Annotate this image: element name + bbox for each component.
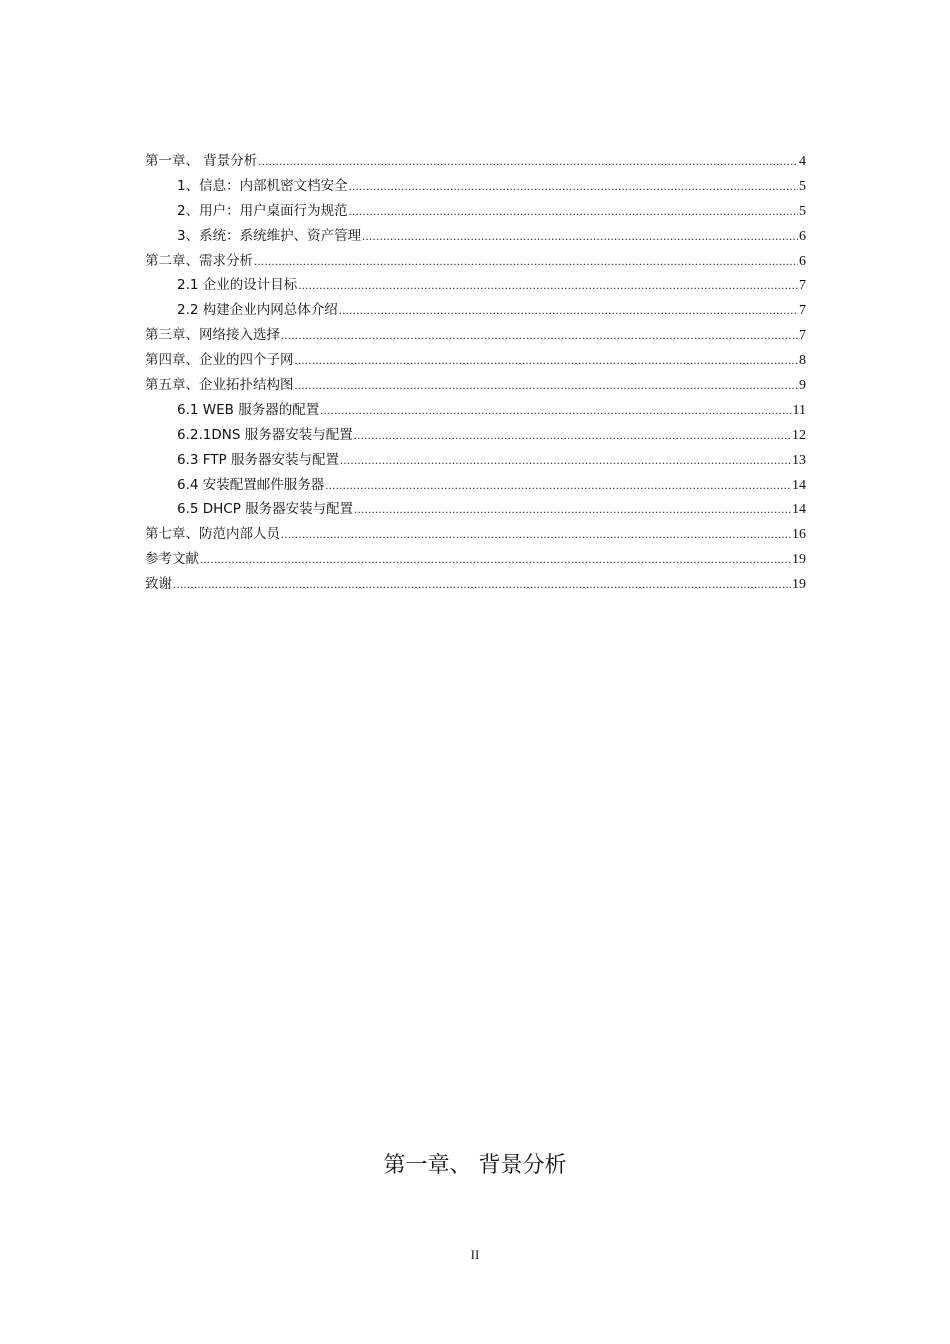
toc-entry-page: 5 <box>799 203 806 219</box>
toc-entry-title: 第三章、网络接入选择 <box>145 327 280 344</box>
toc-entry-page: 12 <box>792 427 806 443</box>
toc-entry[interactable] <box>145 497 806 522</box>
toc-leader-dots <box>258 149 798 174</box>
toc-entry[interactable] <box>145 149 806 174</box>
toc-entry-page: 4 <box>799 154 806 169</box>
toc-leader-dots <box>320 398 791 423</box>
toc-entry-title: 1、信息：内部机密文档安全 <box>177 177 348 194</box>
toc-entry-page: 9 <box>799 378 806 394</box>
toc-entry[interactable] <box>145 473 806 498</box>
toc-entry-page: 7 <box>799 278 806 294</box>
toc-entry[interactable] <box>145 572 806 597</box>
toc-entry-page: 14 <box>792 477 806 493</box>
toc-entry-title: 6.5 DHCP 服务器安装与配置 <box>177 501 354 518</box>
toc-entry[interactable] <box>145 199 806 224</box>
toc-entry[interactable] <box>145 547 806 572</box>
toc-entry-page: 19 <box>792 577 806 593</box>
toc-entry-title: 第五章、企业拓扑结构图 <box>145 377 294 394</box>
toc-entry-title: 2.1 企业的设计目标 <box>177 277 298 294</box>
toc-leader-dots <box>354 423 791 448</box>
toc-entry-title: 6.1 WEB 服务器的配置 <box>177 401 320 418</box>
toc-entry-page: 5 <box>799 178 806 194</box>
toc-entry-title: 6.4 安装配置邮件服务器 <box>177 476 325 493</box>
toc-entry[interactable] <box>145 273 806 298</box>
table-of-contents <box>145 149 806 597</box>
toc-entry[interactable] <box>145 373 806 398</box>
toc-entry[interactable] <box>145 448 806 473</box>
toc-entry[interactable] <box>145 298 806 323</box>
toc-entry-title: 第二章、需求分析 <box>145 252 253 269</box>
toc-leader-dots <box>281 323 798 348</box>
toc-entry-page: 13 <box>792 452 806 468</box>
toc-entry-title: 致谢 <box>145 576 172 593</box>
toc-leader-dots <box>295 373 799 398</box>
toc-entry[interactable] <box>145 249 806 274</box>
toc-entry[interactable] <box>145 348 806 373</box>
toc-entry[interactable] <box>145 224 806 249</box>
toc-entry-title: 6.3 FTP 服务器安装与配置 <box>177 451 339 468</box>
toc-leader-dots <box>349 174 798 199</box>
toc-entry-page: 16 <box>792 527 806 543</box>
toc-entry-page: 6 <box>799 228 806 244</box>
toc-leader-dots <box>200 547 791 572</box>
toc-entry[interactable] <box>145 398 806 423</box>
toc-leader-dots <box>362 224 798 249</box>
toc-leader-dots <box>354 497 791 522</box>
toc-leader-dots <box>325 473 791 498</box>
toc-entry-title: 第一章、 背景分析 <box>145 153 258 169</box>
toc-leader-dots <box>281 522 791 547</box>
page-number: II <box>470 1247 480 1262</box>
toc-leader-dots <box>339 298 798 323</box>
toc-entry-title: 2、用户：用户桌面行为规范 <box>177 202 348 219</box>
toc-leader-dots <box>295 348 799 373</box>
toc-leader-dots <box>298 273 798 298</box>
toc-entry[interactable] <box>145 423 806 448</box>
toc-entry[interactable] <box>145 323 806 348</box>
toc-leader-dots <box>173 572 791 597</box>
toc-entry-page: 7 <box>799 328 806 344</box>
toc-leader-dots <box>254 249 798 274</box>
toc-entry-title: 参考文献 <box>145 551 199 568</box>
toc-entry-title: 第四章、企业的四个子网 <box>145 352 294 369</box>
toc-entry-title: 3、系统：系统维护、资产管理 <box>177 227 362 244</box>
toc-entry[interactable] <box>145 174 806 199</box>
toc-entry[interactable] <box>145 522 806 547</box>
toc-entry-title: 2.2 构建企业内网总体介绍 <box>177 302 338 319</box>
toc-entry-page: 8 <box>799 353 806 369</box>
toc-entry-page: 19 <box>792 552 806 568</box>
chapter-heading: 第一章、 背景分析 <box>383 1153 567 1178</box>
toc-entry-page: 7 <box>799 303 806 319</box>
toc-entry-page: 6 <box>799 253 806 269</box>
toc-leader-dots <box>349 199 798 224</box>
toc-entry-page: 11 <box>792 402 806 418</box>
toc-entry-title: 第七章、防范内部人员 <box>145 526 280 543</box>
toc-leader-dots <box>340 448 791 473</box>
toc-entry-title: 6.2.1DNS 服务器安装与配置 <box>177 426 353 443</box>
toc-entry-page: 14 <box>792 502 806 518</box>
